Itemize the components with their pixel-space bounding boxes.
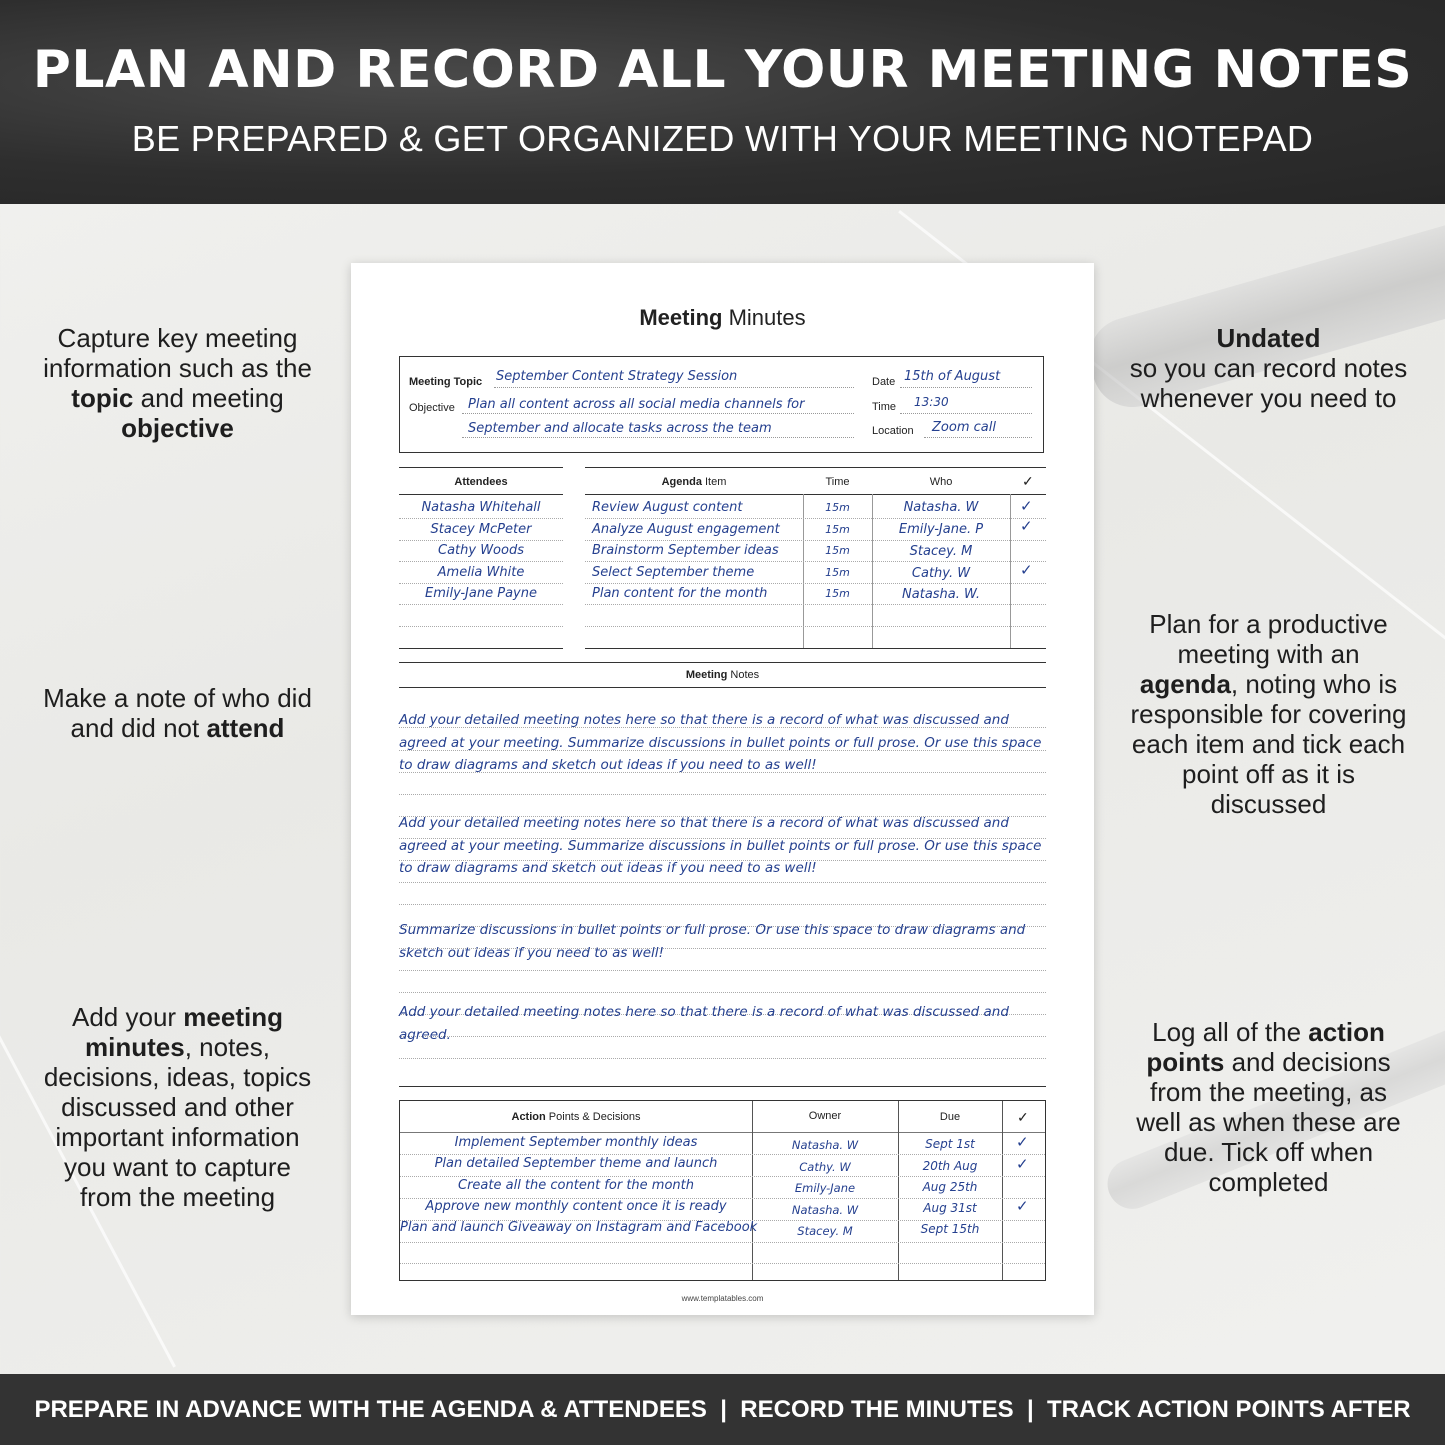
table-rule (399, 662, 1046, 663)
row-rule (585, 626, 1046, 627)
note-paragraph: Add your detailed meeting notes here so that there is a record of what was discussed and agreed. (399, 1004, 1009, 1043)
action-item: Approve new monthly content once it is ready (425, 1199, 727, 1214)
agenda-time: 15m (825, 566, 850, 579)
row-rule (399, 518, 563, 519)
check-icon: ✓ (1016, 1134, 1029, 1151)
row-rule (399, 540, 563, 541)
attendee-name: Amelia White (437, 565, 525, 580)
action-due: Sept 15th (920, 1222, 980, 1236)
attendees-header: Attendees (454, 476, 508, 488)
sheet-title: Meeting Minutes (639, 305, 806, 330)
action-due: Sept 1st (925, 1137, 975, 1151)
check-icon: ✓ (1022, 473, 1034, 489)
meeting-info-box (399, 356, 1044, 453)
owner-header: Owner (808, 1110, 842, 1122)
action-due: Aug 31st (923, 1201, 977, 1215)
date-label: Date (872, 376, 896, 388)
note-paragraph: Summarize discussions in bullet points or full prose. Or use this space to draw diagrams and sketch out ideas if you need to as well! (399, 922, 1026, 961)
table-rule (400, 1132, 1045, 1133)
action-owner: Emily-Jane (794, 1181, 856, 1195)
agenda-item: Brainstorm September ideas (592, 543, 779, 558)
due-header: Due (939, 1111, 961, 1123)
location-label: Location (872, 425, 914, 437)
website-url: www.templatables.com (681, 1294, 764, 1303)
caption-agenda: Plan for a productive meeting with an agenda, noting who is responsible for covering each item and tick each point off as it is discussed (1130, 609, 1407, 819)
action-owner: Stacey. M (797, 1224, 853, 1238)
attendee-name: Stacey McPeter (430, 522, 532, 537)
agenda-time: 15m (825, 544, 850, 557)
check-icon: ✓ (1020, 498, 1033, 515)
action-points-table (399, 1100, 1046, 1281)
check-icon: ✓ (1020, 518, 1033, 535)
agenda-item: Plan content for the month (592, 586, 768, 601)
row-rule (585, 604, 1046, 605)
topic-label: Meeting Topic (409, 376, 483, 388)
time-line (900, 413, 1032, 414)
page-subtitle: BE PREPARED & GET ORGANIZED WITH YOUR MEETING NOTEPAD (131, 118, 1314, 159)
action-item: Plan detailed September theme and launch (434, 1156, 718, 1171)
agenda-time: 15m (825, 587, 850, 600)
table-rule (399, 494, 563, 495)
date-line (900, 387, 1032, 388)
objective-value-line1: Plan all content across all social media channels for (468, 397, 805, 412)
agenda-who: Emily-Jane. P (898, 522, 984, 537)
agenda-header: Agenda Item (661, 476, 727, 488)
objective-line (462, 413, 854, 414)
row-rule (399, 583, 563, 584)
date-value: 15th of August (904, 369, 1001, 384)
attendee-name: Natasha Whitehall (421, 500, 541, 515)
agenda-who-header: Who (929, 476, 953, 488)
row-rule (585, 540, 1046, 541)
agenda-time: 15m (825, 501, 850, 514)
agenda-who: Stacey. M (909, 544, 973, 559)
attendee-name: Emily-Jane Payne (425, 586, 537, 601)
location-value: Zoom call (932, 420, 996, 435)
attendee-name: Cathy Woods (438, 543, 524, 558)
row-rule (585, 583, 1046, 584)
agenda-time: 15m (825, 523, 850, 536)
caption-topic: Capture key meeting information such as the topic and meeting objective (43, 323, 312, 443)
check-icon: ✓ (1016, 1198, 1029, 1215)
table-rule (399, 467, 563, 468)
location-line (924, 437, 1032, 438)
topic-line (494, 387, 854, 388)
table-rule (585, 648, 1046, 649)
caption-action-points: Log all of the action points and decisions from the meeting, as well as when these are due. Tick off when completed (1136, 1017, 1401, 1197)
agenda-item: Select September theme (592, 565, 755, 580)
agenda-who: Cathy. W (911, 566, 971, 581)
agenda-who: Natasha. W (903, 500, 979, 515)
action-item: Implement September monthly ideas (454, 1135, 698, 1150)
check-icon: ✓ (1020, 562, 1033, 579)
action-due: Aug 25th (922, 1180, 978, 1194)
table-rule (399, 648, 563, 649)
notes-header: Meeting Notes (685, 669, 760, 681)
time-label: Time (872, 401, 897, 413)
row-rule (399, 561, 563, 562)
action-item: Plan and launch Giveaway on Instagram and Facebook (400, 1220, 758, 1235)
action-item: Create all the content for the month (458, 1178, 694, 1193)
objective-value-line2: September and allocate tasks across the team (468, 421, 772, 436)
action-owner: Natasha. W (791, 1203, 859, 1217)
note-paragraph: Add your detailed meeting notes here so that there is a record of what was discussed and agreed at your meeting. Summarize discussions in bullet points or full prose. Or use this space to draw diagrams and sketch out ideas if you need to as well! (399, 712, 1042, 773)
objective-line (462, 437, 854, 438)
row-rule (585, 518, 1046, 519)
agenda-item: Review August content (592, 500, 743, 515)
agenda-time-header: Time (825, 476, 850, 488)
action-header: Action Points & Decisions (511, 1111, 641, 1123)
check-icon: ✓ (1016, 1156, 1029, 1173)
action-due: 20th Aug (922, 1159, 978, 1173)
column-divider (1002, 1101, 1003, 1280)
row-rule (399, 626, 563, 627)
note-paragraph: Add your detailed meeting notes here so that there is a record of what was discussed and agreed at your meeting. Summarize discussions in bullet points or full prose. Or use this space to draw diagrams and sketch out ideas if you need to as well! (399, 815, 1042, 876)
time-value: 13:30 (914, 395, 949, 409)
agenda-item: Analyze August engagement (592, 522, 780, 537)
table-rule (585, 467, 1046, 468)
action-owner: Cathy. W (799, 1160, 851, 1174)
check-icon: ✓ (1017, 1109, 1029, 1125)
footer-banner (0, 1374, 1445, 1445)
meeting-minutes-sheet (351, 263, 1094, 1315)
page-title: PLAN AND RECORD ALL YOUR MEETING NOTES (32, 40, 1413, 100)
objective-label: Objective (409, 402, 455, 414)
caption-undated: Undated so you can record notes whenever you need to (1129, 323, 1408, 413)
row-rule (399, 604, 563, 605)
action-owner: Natasha. W (791, 1138, 859, 1152)
agenda-who: Natasha. W. (902, 587, 980, 602)
header-banner (0, 0, 1445, 204)
caption-minutes: Add your meeting minutes, notes, decisions, ideas, topics discussed and other important information you want to capture from the meeting (43, 1002, 312, 1212)
caption-attend: Make a note of who did and did not attend (43, 683, 312, 743)
table-rule (399, 687, 1046, 688)
topic-value: September Content Strategy Session (496, 369, 738, 384)
row-rule (585, 561, 1046, 562)
table-rule (399, 1086, 1046, 1087)
footer-text: PREPARE IN ADVANCE WITH THE AGENDA & ATTENDEES | RECORD THE MINUTES | TRACK ACTION POINTS AFTER (34, 1396, 1411, 1423)
table-rule (585, 494, 1046, 495)
